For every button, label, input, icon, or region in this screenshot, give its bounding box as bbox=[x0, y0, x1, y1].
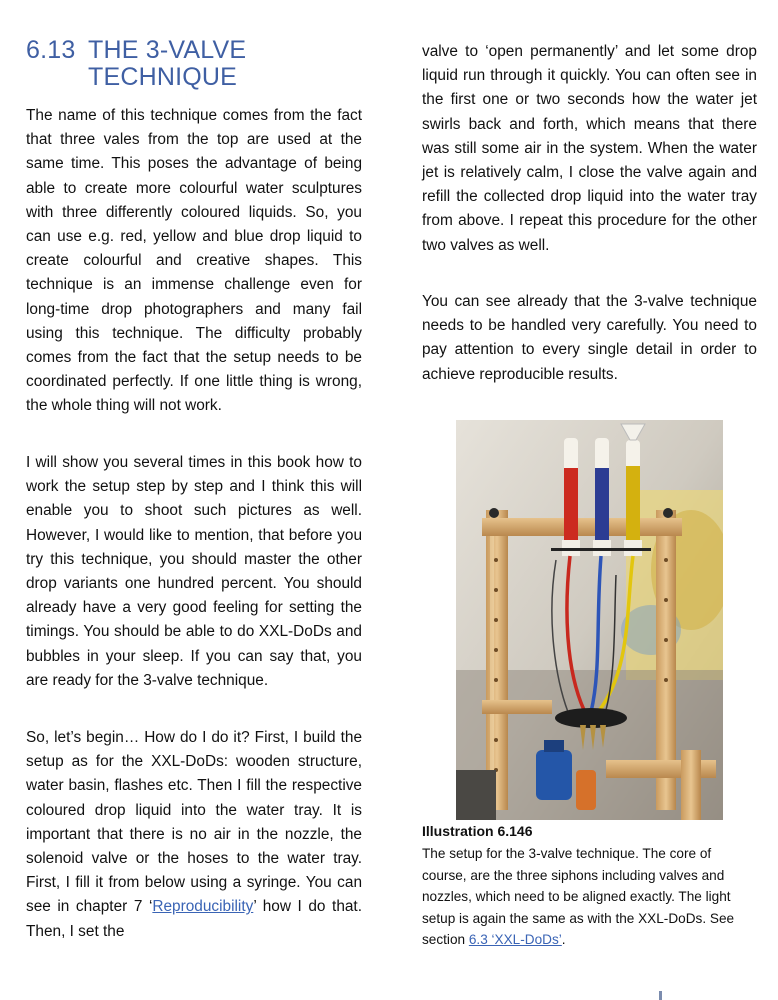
left-paragraph-2: I will show you several times in this book how to work the setup step by step and I think this will enable you to shoot such pictures as well. However, I would like to mention, that before you try this technique, you should master the other drop variants one hundred percent. You should already have a very good feeling for setting the timings. You should be able to do XXL-DoDs and bubbles in your sleep. If you can say that, you are ready for the 3-valve technique. bbox=[26, 454, 362, 689]
left-paragraph-3-text-a: So, let’s begin… How do I do it? First, I build the setup as for the XXL-DoDs: wooden structure, water basin, flashes etc. Then I fill the respective coloured drop liquid into the water tray. It is important that there is no air in the nozzle, the solenoid valve or the hoses to the water tray. First, I fill it from below using a syringe. You can see in chapter 7 ‘ bbox=[26, 729, 362, 916]
caption-text-a: The setup for the 3-valve technique. The core of course, are the three siphons including valves and nozzles, which need to be aligned exactly. The light setup is again the same as with the XXL-DoDs. See section bbox=[422, 846, 735, 947]
right-paragraph-2: You can see already that the 3-valve technique needs to be handled very carefully. You need to pay attention to every single detail in order to achieve reproducible results. bbox=[422, 293, 757, 383]
xxl-dods-section-link[interactable]: 6.3 ‘XXL-DoDs’ bbox=[468, 932, 562, 947]
left-paragraph-3-text-b: ’ how I do that. Then, I set the bbox=[26, 898, 362, 940]
right-paragraph-1: valve to ‘open permanently’ and let some drop liquid run through it quickly. You can often see in the first one or two seconds how the water jet swirls back and forth, which means that there was still some air in the system. When the water jet is relatively calm, I close the valve again and refill the collected drop liquid into the water tray from above. I repeat this procedure for the other two valves as well. bbox=[422, 43, 757, 254]
section-number: 6.13 bbox=[26, 36, 76, 64]
section-title: THE 3-VALVE TECHNIQUE bbox=[88, 36, 247, 91]
caption-text-b: . bbox=[561, 932, 566, 947]
left-paragraph-3 bbox=[26, 726, 362, 944]
setup-photo bbox=[456, 420, 723, 820]
three-valve-setup-illustration bbox=[456, 420, 723, 820]
illustration-label: Illustration 6.146 bbox=[422, 823, 533, 839]
reproducibility-link[interactable]: Reproducibility bbox=[152, 898, 254, 916]
illustration-caption bbox=[422, 843, 758, 951]
left-paragraph-1: The name of this technique comes from the fact that three vales from the top are used at the same time. This poses the advantage of being able to create more colourful water sculptures with three differently coloured liquids. So, you can use e.g. red, yellow and blue drop liquid to create colourful and creative shapes. This technique is an immense challenge even for long-time drop photographers and many fail using this technique. The difficulty probably comes from the fact that the setup needs to be coordinated perfectly. If one little thing is wrong, the whole thing will not work. bbox=[26, 107, 362, 415]
page-marker bbox=[659, 991, 662, 1000]
